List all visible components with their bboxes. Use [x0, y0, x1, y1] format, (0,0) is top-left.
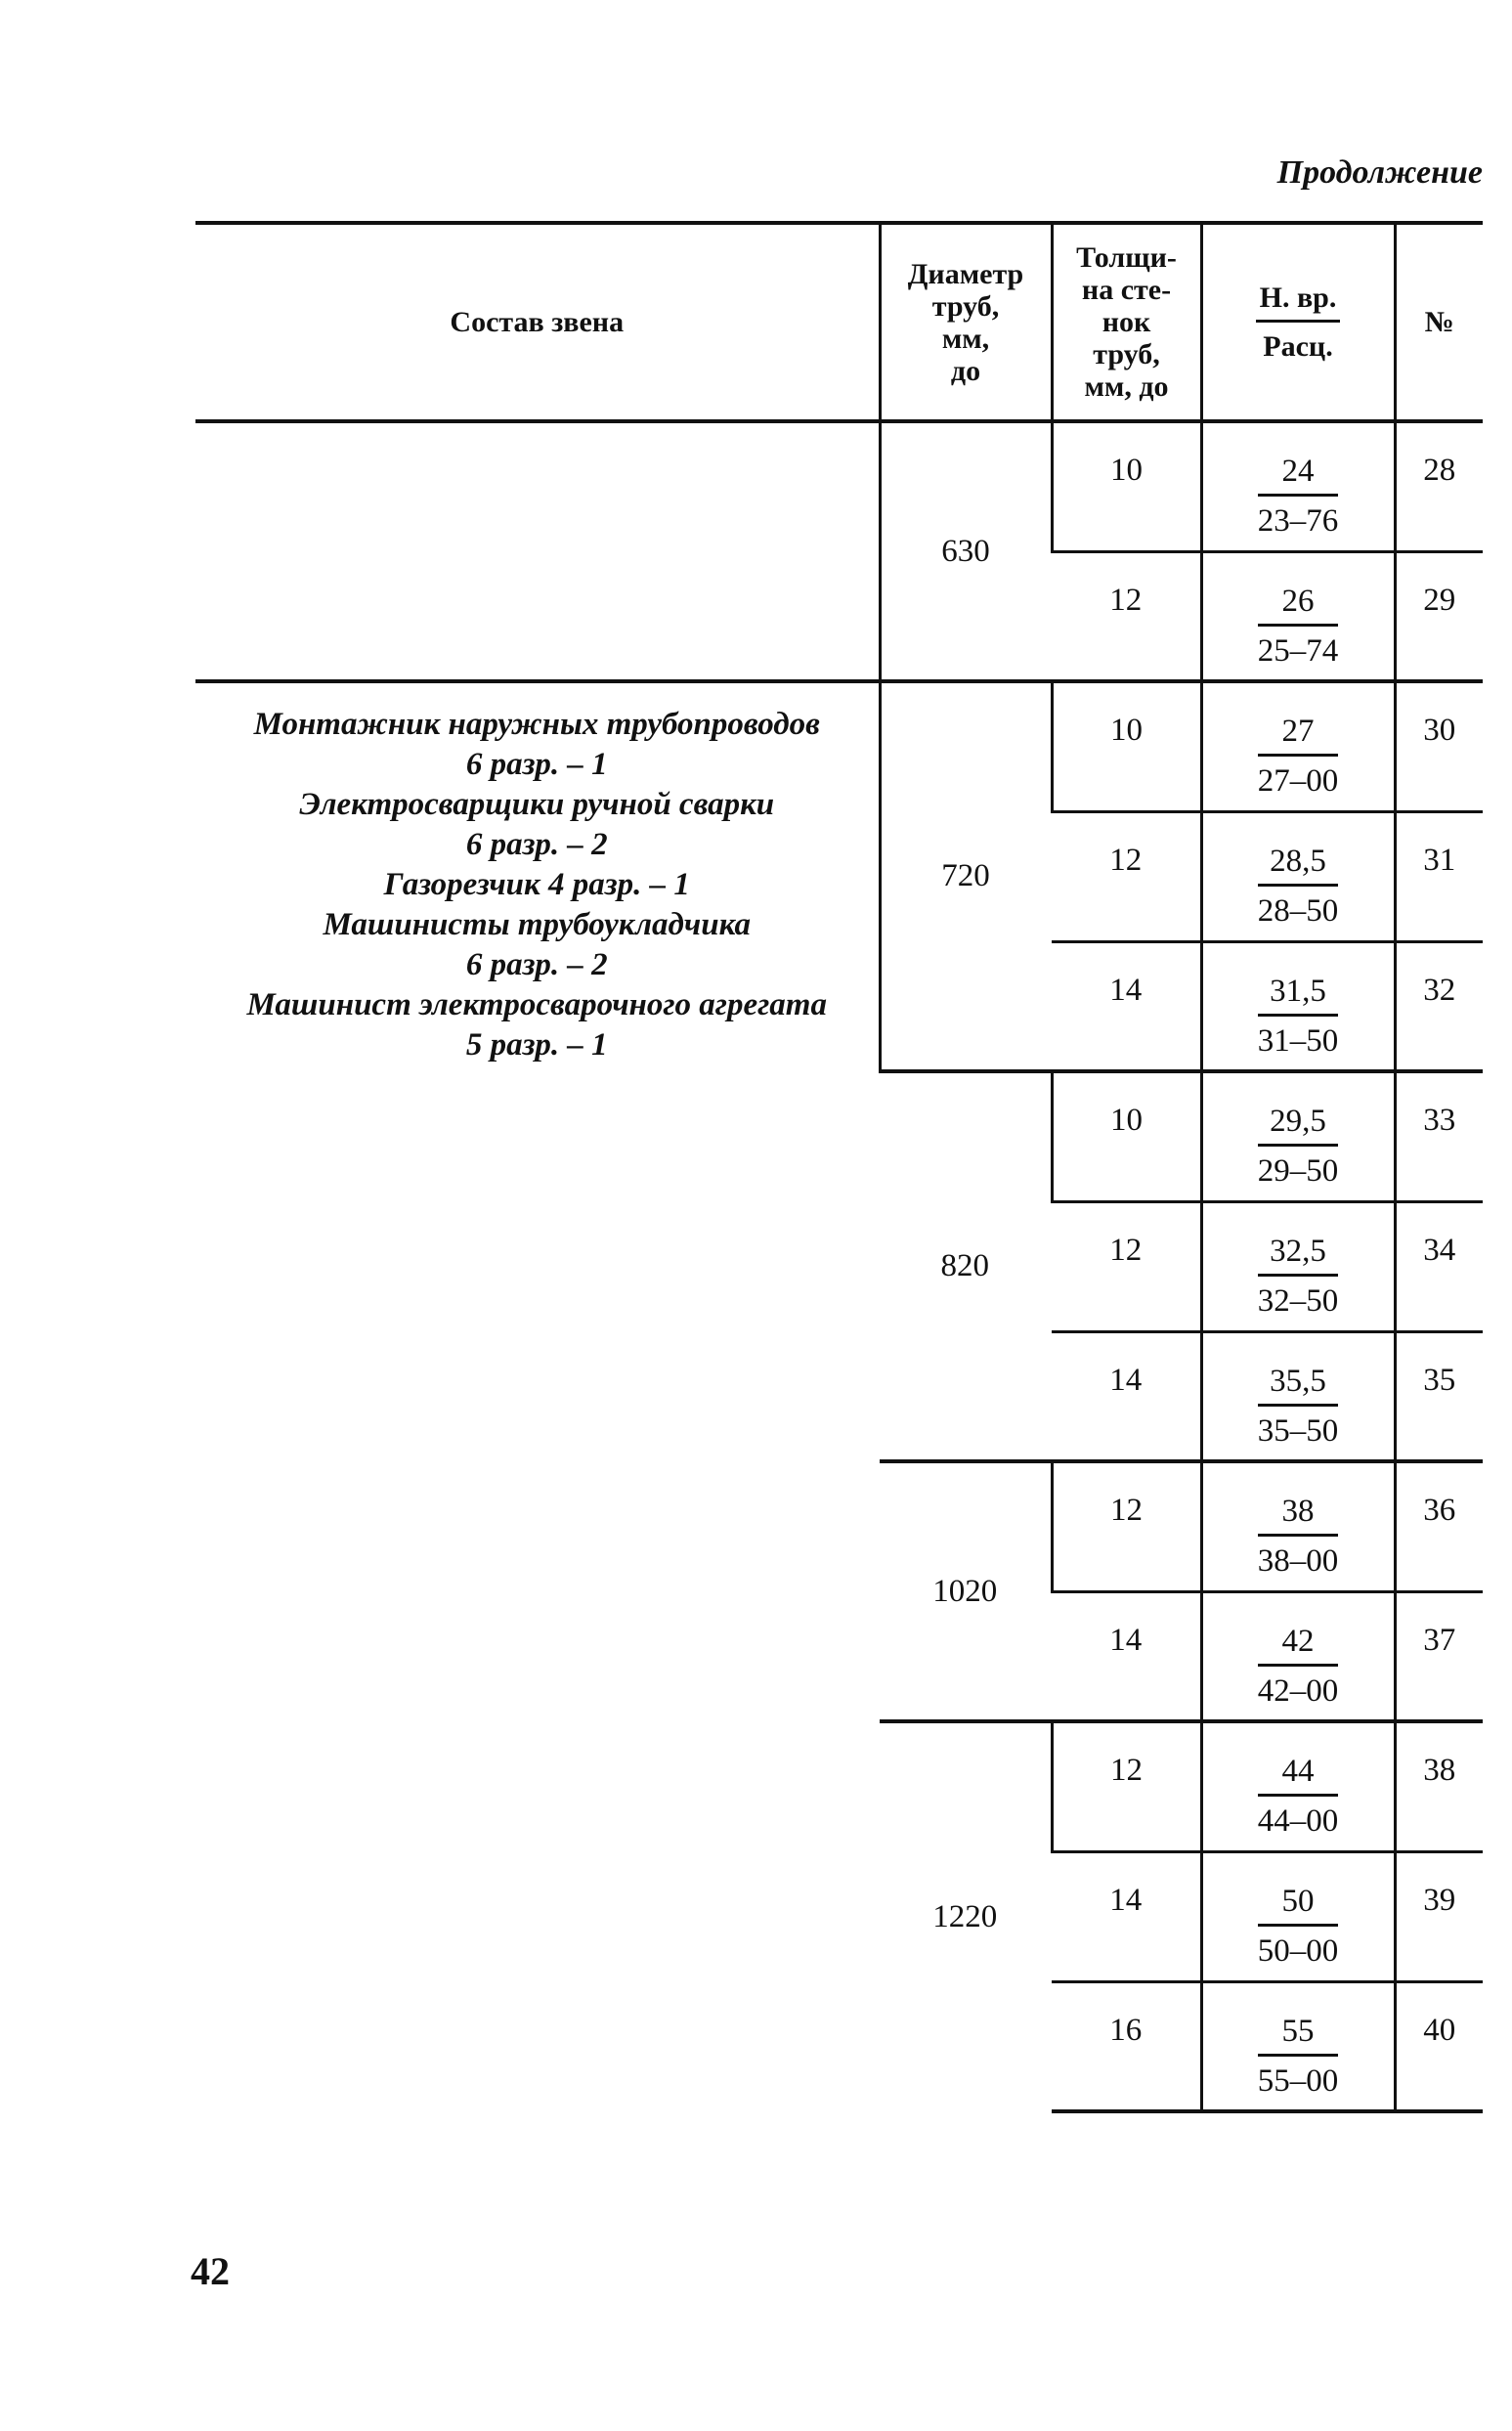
thickness-cell: 14 — [1052, 1331, 1201, 1461]
norm-cell — [1201, 1331, 1395, 1461]
norm-rate: 28–50 — [1257, 892, 1339, 929]
norm-cell — [1201, 1071, 1395, 1201]
norm-cell — [1201, 1851, 1395, 1981]
row-number: 29 — [1395, 551, 1483, 681]
row-number: 28 — [1395, 421, 1483, 551]
row-number: 32 — [1395, 941, 1483, 1071]
header-norm-rate: Расц. — [1263, 330, 1333, 363]
row-number: 38 — [1395, 1721, 1483, 1851]
norm-cell — [1201, 421, 1395, 551]
thickness-cell: 14 — [1052, 1851, 1201, 1981]
table-row — [195, 421, 1483, 551]
page-number: 42 — [191, 2249, 230, 2293]
thickness-cell: 14 — [1052, 941, 1201, 1071]
thickness-cell: 10 — [1052, 421, 1201, 551]
row-number: 33 — [1395, 1071, 1483, 1201]
thickness-cell: 14 — [1052, 1591, 1201, 1721]
crew-line: 5 разр. – 1 — [465, 1027, 608, 1063]
crew-line: Электросварщики ручной сварки — [299, 787, 775, 822]
diameter-cell: 1020 — [880, 1461, 1052, 1721]
diameter-cell: 720 — [880, 681, 1052, 1071]
norms-table-container — [195, 221, 1483, 2113]
norm-time: 55 — [1258, 2013, 1339, 2057]
diameter-cell: 1220 — [880, 1721, 1052, 2111]
crew-line: Монтажник наружных трубопроводов — [253, 707, 820, 742]
norm-time: 38 — [1258, 1493, 1339, 1537]
norm-rate: 25–74 — [1257, 632, 1339, 669]
norm-rate: 27–00 — [1257, 763, 1339, 799]
crew-line: 6 разр. – 2 — [465, 947, 608, 982]
header-composition: Состав звена — [195, 223, 880, 421]
norm-time: 24 — [1258, 453, 1339, 497]
norm-time: 27 — [1258, 713, 1339, 757]
norm-rate: 44–00 — [1257, 1803, 1339, 1839]
row-number: 31 — [1395, 811, 1483, 941]
thickness-cell: 10 — [1052, 1071, 1201, 1201]
table-header-row — [195, 223, 1483, 421]
norm-cell — [1201, 681, 1395, 811]
norm-rate: 23–76 — [1257, 503, 1339, 539]
norm-rate: 31–50 — [1257, 1022, 1339, 1059]
norm-rate: 35–50 — [1257, 1412, 1339, 1449]
thickness-cell: 12 — [1052, 811, 1201, 941]
row-number: 30 — [1395, 681, 1483, 811]
row-number: 37 — [1395, 1591, 1483, 1721]
diameter-cell: 820 — [880, 1071, 1052, 1461]
composition-empty-cell — [195, 421, 880, 681]
norm-cell — [1201, 1201, 1395, 1331]
norm-time: 42 — [1258, 1623, 1339, 1667]
header-diameter: Диаметр труб, мм, до — [880, 223, 1052, 421]
crew-line: 6 разр. – 1 — [465, 747, 608, 782]
norms-table — [195, 221, 1483, 2113]
header-thickness: Толщи- на сте- нок труб, мм, до — [1052, 223, 1201, 421]
row-number: 40 — [1395, 1981, 1483, 2111]
thickness-cell: 12 — [1052, 1201, 1201, 1331]
norm-cell — [1201, 1591, 1395, 1721]
norm-time: 50 — [1258, 1883, 1339, 1927]
header-norm — [1201, 223, 1395, 421]
row-number: 35 — [1395, 1331, 1483, 1461]
thickness-cell: 16 — [1052, 1981, 1201, 2111]
norm-cell — [1201, 1981, 1395, 2111]
crew-line: Машинисты трубоукладчика — [323, 907, 752, 942]
norm-rate: 29–50 — [1257, 1153, 1339, 1189]
norm-rate: 55–00 — [1257, 2062, 1339, 2099]
header-number: № — [1395, 223, 1483, 421]
table-row — [195, 681, 1483, 811]
norm-time: 31,5 — [1258, 973, 1339, 1017]
thickness-cell: 10 — [1052, 681, 1201, 811]
row-number: 34 — [1395, 1201, 1483, 1331]
crew-line: Машинист электросварочного агрегата — [246, 987, 827, 1022]
diameter-cell: 630 — [880, 421, 1052, 681]
norm-time: 35,5 — [1258, 1363, 1339, 1407]
norm-rate: 32–50 — [1257, 1282, 1339, 1319]
norm-time: 29,5 — [1258, 1103, 1339, 1147]
crew-line: 6 разр. – 2 — [465, 827, 608, 862]
table-body — [195, 421, 1483, 2111]
row-number: 39 — [1395, 1851, 1483, 1981]
norm-cell — [1201, 811, 1395, 941]
norm-rate: 38–00 — [1257, 1543, 1339, 1579]
thickness-cell: 12 — [1052, 551, 1201, 681]
header-norm-time: Н. вр. — [1256, 282, 1341, 323]
norm-rate: 42–00 — [1257, 1672, 1339, 1709]
crew-line: Газорезчик 4 разр. – 1 — [383, 867, 690, 902]
norm-cell — [1201, 1461, 1395, 1591]
norm-time: 26 — [1258, 583, 1339, 627]
norm-time: 44 — [1258, 1753, 1339, 1797]
norm-cell — [1201, 1721, 1395, 1851]
norm-cell — [1201, 941, 1395, 1071]
thickness-cell: 12 — [1052, 1721, 1201, 1851]
continuation-label: Продолжение — [1276, 154, 1483, 191]
row-number: 36 — [1395, 1461, 1483, 1591]
norm-rate: 50–00 — [1257, 1932, 1339, 1969]
norm-time: 32,5 — [1258, 1233, 1339, 1277]
norm-cell — [1201, 551, 1395, 681]
norm-time: 28,5 — [1258, 843, 1339, 887]
thickness-cell: 12 — [1052, 1461, 1201, 1591]
crew-composition — [195, 681, 880, 2111]
